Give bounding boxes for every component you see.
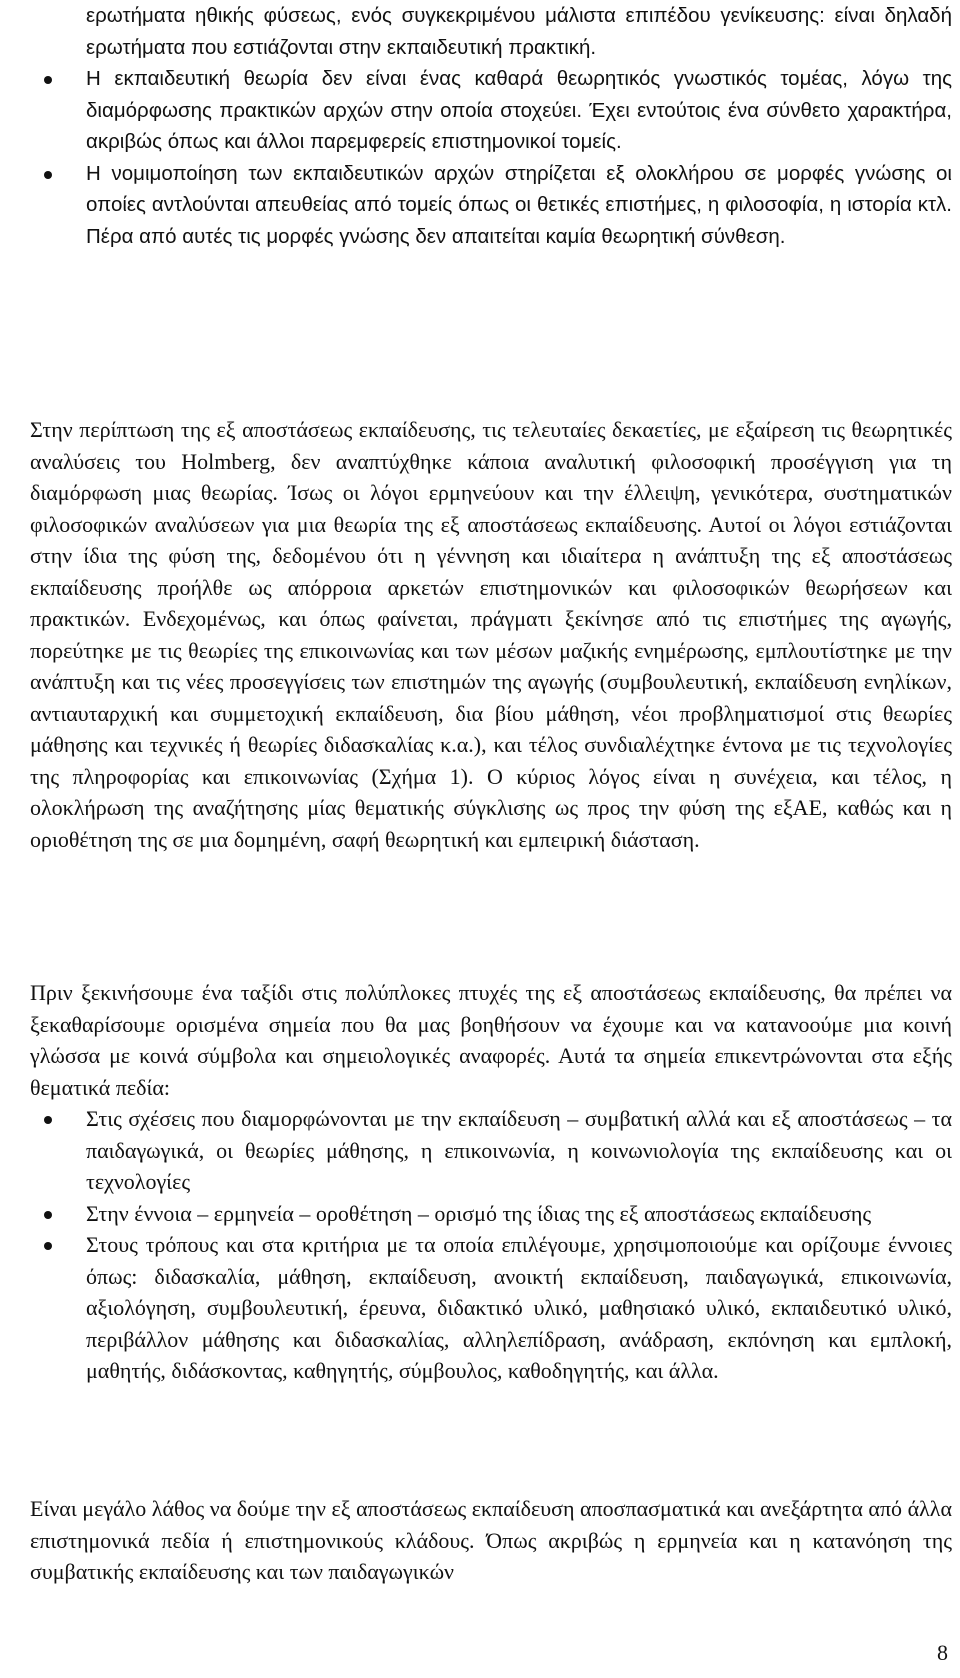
- page-number: 8: [937, 1640, 948, 1665]
- top-bullet-list: [30, 63, 952, 252]
- body-paragraph: Είναι μεγάλο λάθος να δούμε την εξ αποστάσεως εκπαίδευση αποσπασματικά και ανεξάρτητα από άλλα επιστημονικά πεδία ή επιστημονικούς κλάδους. Όπως ακριβώς η ερμηνεία και η κατανόηση της συμβατικής εκπαίδευσης και των παιδαγωγικών: [30, 1496, 952, 1584]
- thematic-bullet-list: [30, 1103, 952, 1387]
- continuation-text: ερωτήματα ηθικής φύσεως, ενός συγκεκριμένου μάλιστα επιπέδου γενίκευσης: είναι δηλαδή ερωτήματα που εστιάζονται στην εκπαιδευτική πρακτική.: [86, 4, 952, 59]
- top-section: [30, 0, 952, 252]
- paragraph-holmberg: [30, 414, 952, 855]
- list-item: Στους τρόπους και στα κριτήρια με τα οποία επιλέγουμε, χρησιμοποιούμε και ορίζουμε έννοιες όπως: διδασκαλία, μάθηση, εκπαίδευση, ανοικτή εκπαίδευση, παιδαγωγικά, επικοινωνία, αξιολόγηση, συμβουλευτική, έρευνα, διδακτικό υλικό, μαθησιακό υλικό, εκπαιδευτικό υλικό, περιβάλλον μάθησης και διδασκαλίας, αλληλεπίδραση, ανάδραση, εκπόνηση και εμπλοκή, μαθητής, διδάσκοντας, καθηγητής, σύμβουλος, καθοδηγητής, και άλλα.: [30, 1229, 952, 1387]
- list-item: Η εκπαιδευτική θεωρία δεν είναι ένας καθαρά θεωρητικός γνωστικός τομέας, λόγω της διαμόρφωσης πρακτικών αρχών στην οποία στοχεύει. Έχει εντούτοις ένα σύνθετο χαρακτήρα, ακριβώς όπως και άλλοι παρεμφερείς επιστημονικοί τομείς.: [30, 63, 952, 158]
- body-paragraph: Πριν ξεκινήσουμε ένα ταξίδι στις πολύπλοκες πτυχές της εξ αποστάσεως εκπαίδευσης, θα πρέπει να ξεκαθαρίσουμε ορισμένα σημεία που θα μας βοηθήσουν να έχουμε και να κατανοούμε μια κοινή γλώσσα με κοινά σύμβολα και σημειολογικές αναφορές. Αυτά τα σημεία επικεντρώνονται στα εξής θεματικά πεδία:: [30, 980, 952, 1100]
- body-paragraph: Στην περίπτωση της εξ αποστάσεως εκπαίδευσης, τις τελευταίες δεκαετίες, με εξαίρεση τις θεωρητικές αναλύσεις του Holmberg, δεν αναπτύχθηκε κάποια αναλυτική φιλοσοφική προσέγγιση για τη διαμόρφωση μιας θεωρίας. Ίσως οι λόγοι ερμηνεύουν και την έλλειψη, γενικότερα, συστηματικών φιλοσοφικών αναλύσεων για μια θεωρία της εξ αποστάσεως εκπαίδευσης. Αυτοί οι λόγοι εστιάζονται στην ίδια της φύση της, δεδομένου ότι η γέννηση και ιδιαίτερα η ανάπτυξη της εξ αποστάσεως εκπαίδευσης προήλθε ως απόρροια αρκετών επιστημονικών και φιλοσοφικών θεωρήσεων και πρακτικών. Ενδεχομένως, και όπως φαίνεται, πράγματι ξεκίνησε από τις επιστήμες της αγωγής, πορεύτηκε με τις θεωρίες της επικοινωνίας και των μέσων μαζικής ενημέρωσης, εμπλουτίστηκε με την ανάπτυξη και τις νέες προσεγγίσεις των επιστημών της αγωγής (συμβουλευτική, εκπαίδευση ενηλίκων, αντιαυταρχική και συμμετοχική εκπαίδευση, δια βίου μάθηση, νέοι προβληματισμοί στις θεωρίες μάθησης και τεχνικές ή θεωρίες διδασκαλίας κ.α.), και τέλος συνδιαλέχτηκε έντονα με τις τεχνολογίες της πληροφορίας και επικοινωνίας (Σχήμα 1). Ο κύριος λόγος είναι η συνέχεια, και τέλος, η ολοκλήρωση της αναζήτησης μίας θεματικής σύγκλισης ως προς την φύση της εξΑΕ, καθώς και η οριοθέτηση της σε μια δομημένη, σαφή θεωρητική και εμπειρική διάσταση.: [30, 417, 952, 852]
- paragraph-closing: [30, 1493, 952, 1588]
- paragraph-thematic-fields: [30, 977, 952, 1387]
- list-item: Η νομιμοποίηση των εκπαιδευτικών αρχών στηρίζεται εξ ολοκλήρου σε μορφές γνώσης οι οποίες αντλούνται απευθείας από τομείς όπως οι θετικές επιστήμες, η φιλοσοφία, η ιστορία κτλ. Πέρα από αυτές τις μορφές γνώσης δεν απαιτείται καμία θεωρητική σύνθεση.: [30, 158, 952, 253]
- list-item: Στις σχέσεις που διαμορφώνονται με την εκπαίδευση – συμβατική αλλά και εξ αποστάσεως – τα παιδαγωγικά, οι θεωρίες μάθησης, η επικοινωνία, η κοινωνιολογία της εκπαίδευσης και οι τεχνολογίες: [30, 1103, 952, 1198]
- list-item: Στην έννοια – ερμηνεία – οροθέτηση – ορισμό της ίδιας της εξ αποστάσεως εκπαίδευσης: [30, 1198, 952, 1230]
